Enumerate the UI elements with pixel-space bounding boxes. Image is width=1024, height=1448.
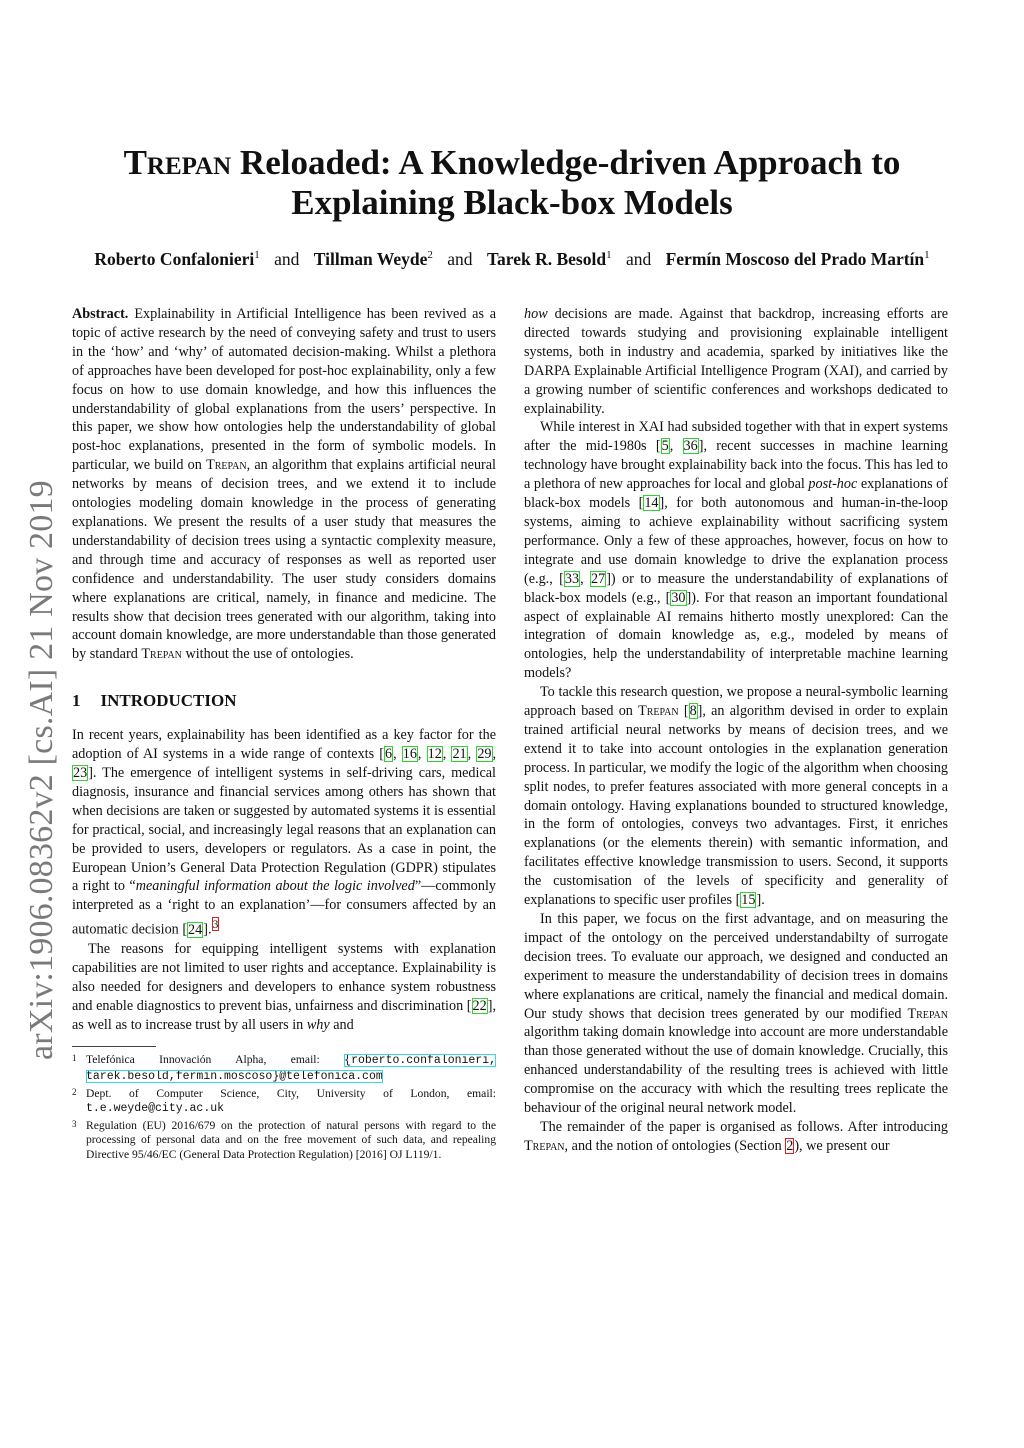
footnote-2: 2 Dept. of Computer Science, City, University of London, email: t.e.weyde@city.ac.uk [72,1086,496,1116]
citation-link[interactable]: 15 [741,892,756,909]
citation-link[interactable]: 21 [452,746,467,763]
citation-link[interactable]: 5 [661,438,669,455]
author-affiliation: 2 [427,249,433,261]
right-column [524,305,948,1156]
paper-title [60,143,964,223]
intro-paragraph-1: In recent years, explainability has been identified as a key factor for the adoption of AI systems in a wide range of contexts [6, 16, 12, 21, 29, 23]. The emergence of intelligent systems in self-driving cars, medical diagnosis, insurance and financial services among others has shown that when decisions are taken or suggested by automated systems it is essential for practical, social, and increasingly legal reasons that an explanation can be provided to users, developers or regulators. As a case in point, the European Union’s General Data Protection Regulation (GDPR) stipulates a right to “meaningful information about the logic involved”—commonly interpreted as a ‘right to an explanation’—for consumers affected by an automatic decision [24].$^3$ [72,727,497,939]
and-separator: and [447,249,473,269]
body-paragraph: While interest in XAI had subsided together with that in expert systems after the mid-1980s [5, 36], recent successes in machine learning technology have brought explainability back into the focus. This has led to a plethora of new approaches for local and global post-hoc explanations of black-box models [14], for both autonomous and human-in-the-loop systems, aiming to achieve explainability without sacrificing system performance. Only a few of these approaches, however, focus on how to integrate and use domain knowledge to drive the explanation process (e.g., [33, 27]) or to measure the understandability of explanations of black-box models (e.g., [30]). For that reason an important foundational aspect of explainable AI remains hitherto mostly unexplored: Can the integration of domain knowledge as, e.g., modeled by means of ontologies, help the understandability of interpretable machine learning models? [524,419,949,682]
abstract-label: Abstract. [72,306,129,322]
citation-link[interactable]: 27 [591,570,606,587]
intro-paragraph-2: The reasons for equipping intelligent systems with explanation capabilities are not limited to user rights and acceptance. Explainability is also needed for designers and developers to enhance system robustness and enable diagnostics to prevent bias, unfairness and discrimination [22], as well as to increase trust by all users in why and [72,940,496,1033]
title-line2: Explaining Black-box Models [291,183,733,222]
citation-link[interactable]: 23 [73,765,88,782]
citation-link[interactable]: 36 [683,438,698,455]
and-separator: and [625,249,652,269]
title-line1: Reloaded: A Knowledge-driven Approach to [231,143,901,182]
citation-link[interactable]: 16 [402,746,417,763]
section-link[interactable]: 2 [786,1137,794,1154]
left-column [72,305,496,1165]
arxiv-identifier: arXiv:1906.08362v2 [cs.AI] 21 Nov 2019 [23,480,60,1060]
section-heading: 1 INTRODUCTION [72,691,237,711]
title-trepan: Trepan [123,143,232,182]
citation-link[interactable]: 29 [477,746,492,763]
citation-link[interactable]: 12 [427,746,442,763]
citation-link[interactable]: 24 [188,922,203,939]
footnote-1: 1 Telefónica Innovación Alpha, email: {roberto.confalonieri, tarek.besold,fermin.moscoso}@telefonica.com [72,1053,496,1083]
author-name: Fermín Moscoso del Prado Martín [665,249,925,269]
body-paragraph: The remainder of the paper is organised as follows. After introducing Trepan, and the notion of ontologies (Section 2), we present our [524,1118,948,1154]
body-paragraph: In this paper, we focus on the first advantage, and on measuring the impact of the ontology on the perceived understandabilty of surrogate decision trees. To evaluate our approach, we designed and conducted an experiment to measure the understandability of decision trees in domains where explanations are critical, namely the financial and medical domain. Our study shows that decision trees generated by our modified Trepan algorithm taking domain knowledge into account are more understandable than those generated without the use of domain knowledge. Crucially, this enhanced understandability of the resulting trees is achieved with little compromise on the accuracy with which the resulting trees replicate the behaviour of the original neural network model. [524,911,948,1117]
citation-link[interactable]: 6 [384,746,393,763]
abstract: Abstract. Explainability in Artificial Intelligence has been revived as a topic of active research by the need of conveying safety and trust to users in the ‘how’ and ‘why’ of automated decision-making. Whilst a plethora of approaches have been developed for post-hoc explainability, only a few focus on how to use domain knowledge, and how this influences the understandability of global explanations from the users’ perspective. In this paper, we show how ontologies help the understandability of global post-hoc explanations, presented in the form of symbolic models. In particular, we build on Trepan, an algorithm that explains artificial neural networks by means of decision trees, and we extend it to include ontologies modeling domain knowledge in the process of generating explanations. We present the results of a user study that measures the understandability of decision trees using a syntactic complexity measure, and through time and accuracy of responses as well as reported user confidence and understandability. The user study considers domains where explanations are critical, namely, in finance and medicine. The results show that decision trees generated with our algorithm, taking into account domain knowledge, are more understandable than those generated by standard Trepan without the use of ontologies. [72,306,496,663]
body-paragraph: how decisions are made. Against that backdrop, increasing efforts are directed towards studying and provisioning explainable intelligent systems, both in industry and academia, sparked by initiatives like the DARPA Explainable Artificial Intelligence Program (XAI), and carried by a growing number of scientific conferences and workshops dedicated to explainability. [524,306,948,417]
author-affiliation: 1 [924,249,930,261]
citation-link[interactable]: 22 [472,997,487,1014]
author-name: Tarek R. Besold [486,249,607,269]
and-separator: and [274,249,300,269]
author-list [40,242,984,272]
email-link[interactable]: {roberto.confalonieri, [344,1054,496,1068]
citation-link[interactable]: 30 [671,589,686,606]
citation-link[interactable]: 33 [564,570,580,587]
body-paragraph: To tackle this research question, we propose a neural-symbolic learning approach based on Trepan [8], an algorithm devised in order to explain trained artificial neural networks by means of decision trees, and we extend it to take into account ontologies in the explanation generation process. In particular, we modify the logic of the algorithm when choosing split nodes, to prefer features associated with more general concepts in a domain ontology. Having explanations bounded to structured knowledge, in the form of ontologies, conveys two advantages. First, it enriches explanations (or the elements therein) with semantic information, and facilitates effective knowledge transmission to users. Second, it supports the customisation of the levels of specificity and generality of explanations to specific user profiles [15]. [524,684,948,909]
author-affiliation: 1 [606,249,612,261]
footnote-rule [72,1046,156,1047]
author-affiliation: 1 [254,249,260,261]
footnote-link[interactable]: 3 [212,917,219,932]
footnote-3: 3 Regulation (EU) 2016/679 on the protection of natural persons with regard to the processing of personal data and on the free movement of such data, and repealing Directive 95/46/EC (General Data Protection Regulation) [2016] OJ L119/1. [72,1119,496,1161]
email-link[interactable]: tarek.besold,fermin.moscoso}@telefonica.com [86,1069,383,1083]
author-name: Roberto Confalonieri [94,249,255,269]
author-name: Tillman Weyde [313,249,428,269]
citation-link[interactable]: 14 [644,495,659,512]
citation-link[interactable]: 8 [689,703,697,720]
email-text: t.e.weyde@city.ac.uk [86,1102,225,1116]
